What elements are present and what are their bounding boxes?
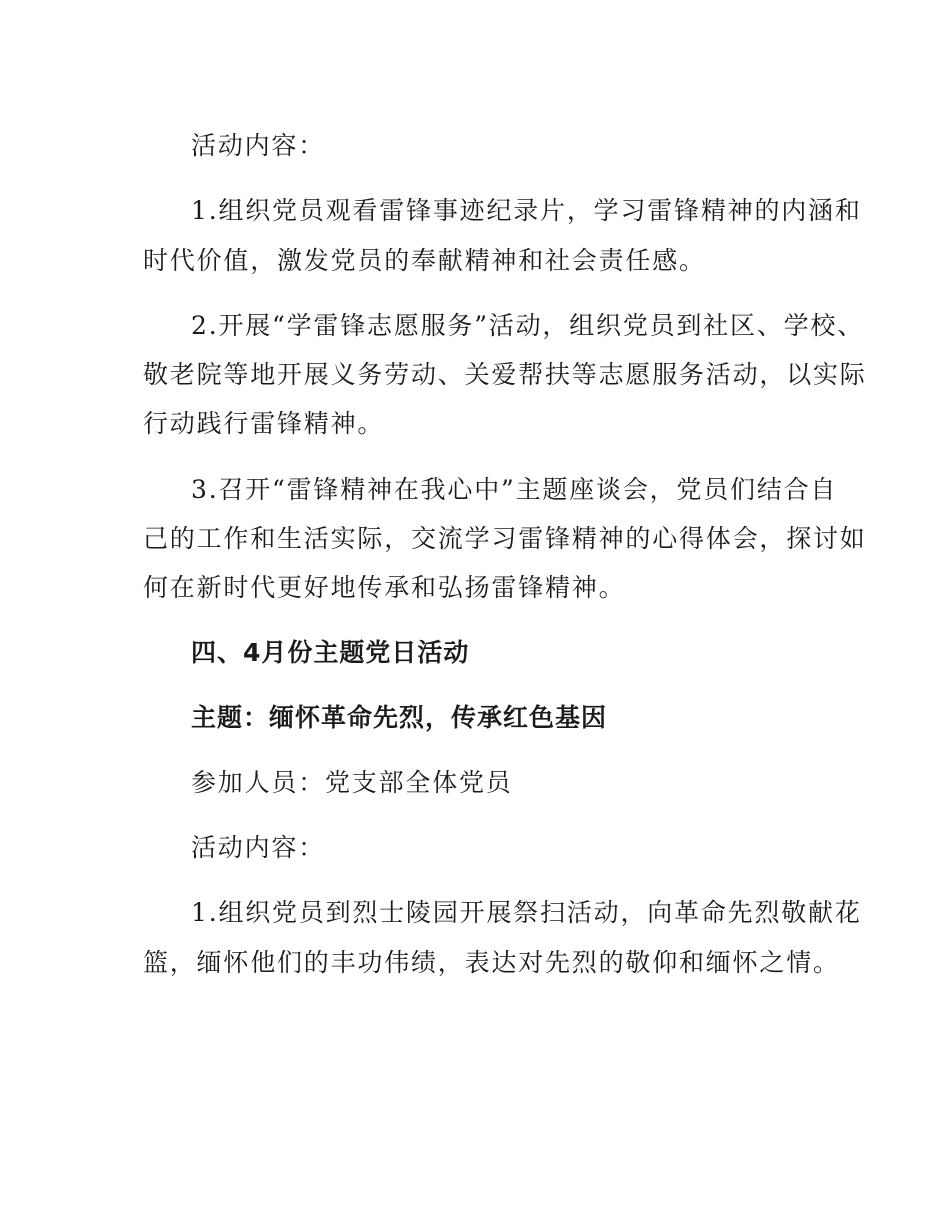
section4-item1-line2: 篮，缅怀他们的丰功伟绩，表达对先烈的敬仰和缅怀之情。 [143, 948, 840, 977]
item3-line3: 何在新时代更好地传承和弘扬雷锋精神。 [143, 573, 626, 602]
item2-line3: 行动践行雷锋精神。 [143, 409, 385, 438]
section4-item1-line1: 1.组织党员到烈士陵园开展祭扫活动，向革命先烈敬献花 [191, 898, 862, 927]
theme-line: 主题：缅怀革命先烈，传承红色基因 [191, 703, 608, 732]
item2-line1: 2.开展“学雷锋志愿服务”活动，组织党员到社区、学校、 [191, 311, 865, 340]
activity-content-label-2: 活动内容： [191, 833, 326, 862]
section-heading: 四、4月份主题党日活动 [191, 638, 470, 667]
item3-line2: 己的工作和生活实际，交流学习雷锋精神的心得体会，探讨如 [143, 524, 867, 553]
item2-line2: 敬老院等地开展义务劳动、关爱帮扶等志愿服务活动，以实际 [143, 360, 867, 389]
activity-content-label: 活动内容： [191, 131, 326, 160]
item1-line2: 时代价值，激发党员的奉献精神和社会责任感。 [143, 246, 706, 275]
item1-line1: 1.组织党员观看雷锋事迹纪录片，学习雷锋精神的内涵和 [191, 196, 862, 225]
item3-line1: 3.召开“雷锋精神在我心中”主题座谈会，党员们结合自 [191, 475, 838, 504]
participants-line: 参加人员：党支部全体党员 [191, 768, 513, 797]
